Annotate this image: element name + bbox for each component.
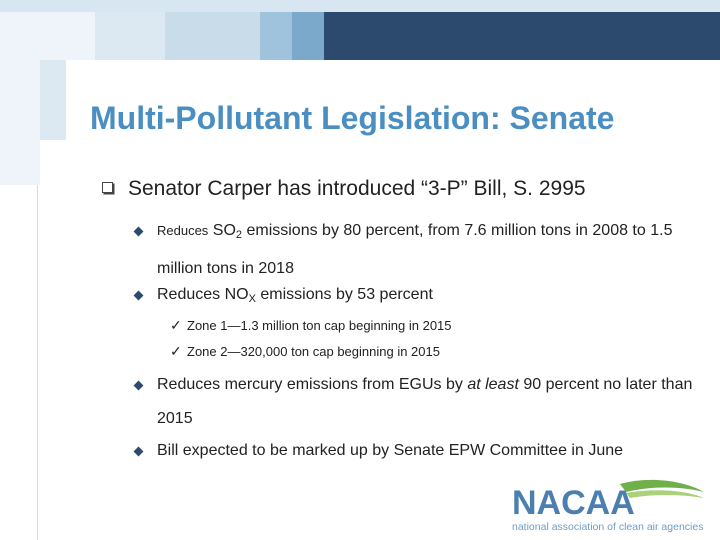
side-block	[40, 60, 66, 140]
bullet-mercury-post: 90 percent no later than 2015	[157, 376, 693, 427]
side-block	[0, 60, 40, 185]
diamond-bullet-icon	[134, 227, 144, 237]
header-block	[165, 12, 260, 60]
bullet-so2-subscript: 2	[235, 229, 243, 241]
bullet-mercury-emphasis: at least	[467, 376, 519, 393]
header-block	[0, 12, 95, 60]
zone1-item: Zone 1—1.3 million ton cap beginning in 2015	[187, 318, 452, 333]
bullet-mercury	[157, 368, 697, 436]
logo-swoosh	[626, 490, 704, 498]
bullet-so2-formula: SO	[212, 222, 236, 239]
header-block-dark	[324, 12, 720, 60]
bullet-so2-text: emissions by 80 percent, from 7.6 million tons in 2008 to 1.5 million tons in 2018	[157, 222, 673, 277]
square-bullet-icon	[102, 182, 113, 193]
logo-tagline: national association of clean air agencies	[512, 521, 704, 533]
diamond-bullet-icon	[134, 447, 144, 457]
checkmark-icon: ✓	[170, 343, 182, 359]
zone2-item: Zone 2—320,000 ton cap beginning in 2015	[187, 344, 440, 359]
slide-title: Multi-Pollutant Legislation: Senate	[90, 100, 615, 136]
nacaa-logo	[508, 478, 708, 538]
bullet-nox	[157, 278, 697, 316]
bullet-nox-subscript: X	[248, 293, 256, 305]
diamond-bullet-icon	[134, 381, 144, 391]
bullet-nox-prefix: Reduces NO	[157, 286, 249, 303]
checkmark-icon: ✓	[170, 317, 182, 333]
main-bullet: Senator Carper has introduced “3-P” Bill, S. 2995	[128, 177, 586, 200]
bullet-mercury-pre: Reduces mercury emissions from EGUs by	[157, 376, 468, 393]
header-band	[0, 0, 720, 12]
bullet-so2	[157, 214, 697, 286]
bullet-so2-prefix: Reduces	[157, 223, 209, 238]
header-block	[292, 12, 324, 60]
diamond-bullet-icon	[134, 291, 144, 301]
side-divider	[37, 185, 38, 540]
bullet-nox-text: emissions by 53 percent	[255, 286, 433, 303]
logo-name: NACAA	[512, 484, 635, 522]
bullet-markup: Bill expected to be marked up by Senate EPW Committee in June	[157, 442, 624, 459]
